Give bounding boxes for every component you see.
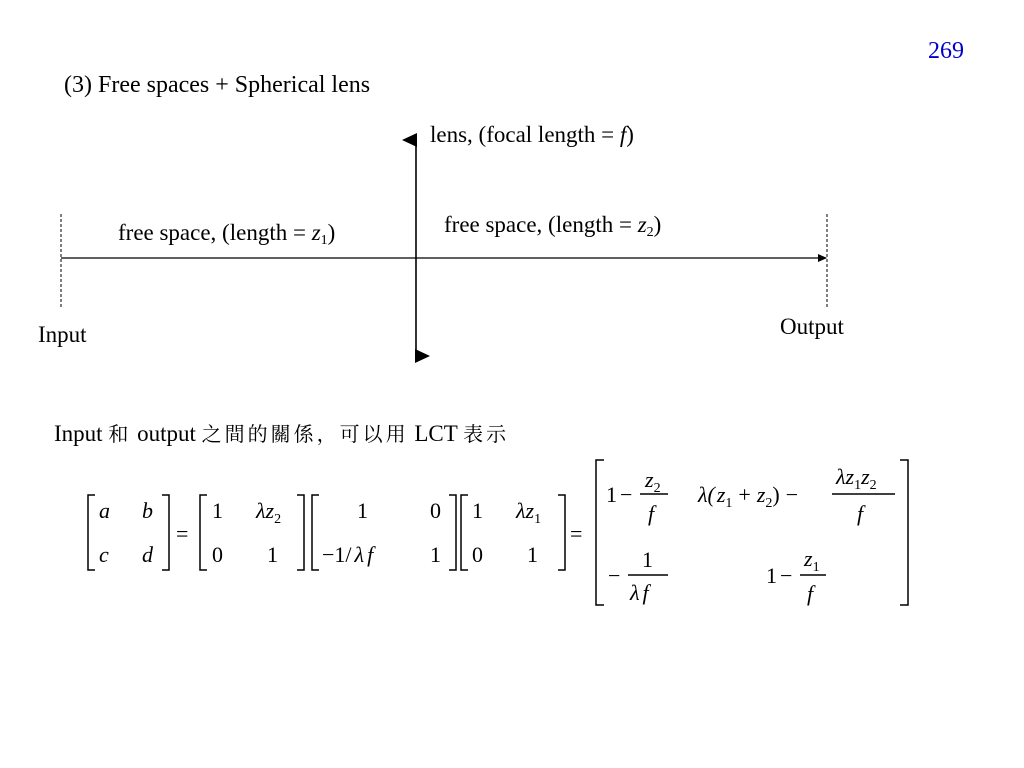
relation-sentence: Input 和 output 之間的關係，可以用 LCT 表示 — [54, 421, 510, 446]
m1-11: 1 — [212, 498, 223, 523]
m2-21: −1/ λ f — [322, 542, 374, 567]
m2-right-bracket — [449, 495, 456, 570]
r12-numerator: $\lambda z_1z_2$ — [836, 464, 877, 493]
r11-numerator: $z_2$ — [645, 467, 661, 496]
m1-left-bracket — [200, 495, 207, 570]
slide-heading: (3) Free spaces + Spherical lens — [64, 72, 371, 98]
abcd-c: c — [99, 542, 109, 567]
m1-right-bracket — [297, 495, 304, 570]
r12-denominator: f — [857, 501, 864, 526]
lens-label: lens, (focal length = f) — [430, 122, 634, 147]
m2-left-bracket — [312, 495, 319, 570]
m3-11: 1 — [472, 498, 483, 523]
m2-12: 0 — [430, 498, 441, 523]
free-space-2-label: free space, (length = $z_2$) — [444, 212, 662, 240]
r22-numerator: $z_1$ — [804, 546, 820, 575]
m3-right-bracket — [558, 495, 565, 570]
m2-22: 1 — [430, 542, 441, 567]
m3-12: $\lambda z_1$ — [516, 498, 542, 527]
r11-denominator: f — [648, 501, 655, 526]
abcd-d: d — [142, 542, 153, 567]
abcd-left-bracket — [88, 495, 95, 570]
r21-denominator: λ f — [630, 580, 649, 605]
free-space-1-label: free space, (length = $z_1$) — [118, 220, 336, 248]
m1-21: 0 — [212, 542, 223, 567]
abcd-a: a — [99, 498, 110, 523]
r21-numerator: 1 — [642, 547, 653, 572]
m1-22: 1 — [267, 542, 278, 567]
abcd-b: b — [142, 498, 153, 523]
r21-minus: − — [608, 563, 621, 588]
r12-sum: $\lambda(z_1 + z_2)$ − — [698, 482, 799, 511]
r22-minus: − — [780, 563, 793, 588]
abcd-right-bracket — [162, 495, 169, 570]
m1-12: $\lambda z_2$ — [256, 498, 282, 527]
equals-sign-1: = — [176, 521, 189, 546]
r22-denominator: f — [807, 581, 814, 606]
equals-sign-2: = — [570, 521, 583, 546]
page-number: 269 — [928, 38, 964, 64]
m3-21: 0 — [472, 542, 483, 567]
output-label: Output — [780, 314, 844, 339]
r11-minus: − — [620, 482, 633, 507]
r22-one: 1 — [766, 563, 777, 588]
m3-left-bracket — [461, 495, 468, 570]
m2-11: 1 — [357, 498, 368, 523]
result-right-bracket — [900, 460, 908, 605]
result-left-bracket — [596, 460, 604, 605]
m3-22: 1 — [527, 542, 538, 567]
r11-one: 1 — [606, 482, 617, 507]
input-label: Input — [38, 322, 87, 347]
